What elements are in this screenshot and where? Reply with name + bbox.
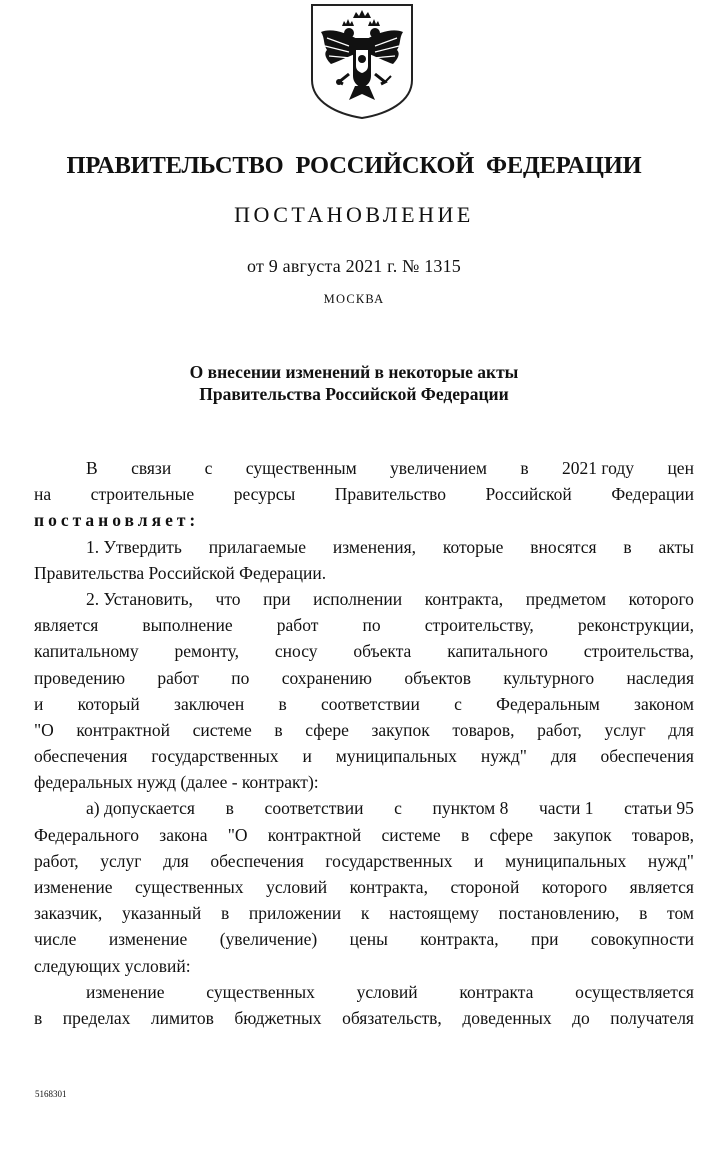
word: закона	[159, 824, 208, 845]
word: пределах	[62, 1007, 131, 1028]
word: соответствии	[264, 798, 364, 819]
text-line	[34, 822, 694, 848]
word: с	[394, 798, 402, 819]
word: соответствии	[321, 693, 420, 714]
word: получателя	[610, 1007, 694, 1028]
word: является	[34, 615, 99, 636]
word: том	[667, 903, 694, 924]
word: с	[454, 693, 462, 714]
word: реконструкции,	[577, 615, 694, 636]
word: работ	[157, 667, 199, 688]
word: акты	[658, 536, 694, 557]
word: совокупности	[590, 929, 694, 950]
text-line	[34, 455, 694, 481]
technical-number: 5168301	[35, 1089, 67, 1099]
word: обязательств,	[342, 1007, 442, 1028]
word: контракта,	[424, 588, 504, 609]
word: сфере	[489, 824, 534, 845]
text-line	[34, 638, 694, 664]
word: существенных	[206, 981, 315, 1002]
text-line: федеральных нужд (далее - контракт):	[34, 772, 319, 793]
word: и	[34, 693, 44, 714]
word: существенных	[135, 877, 244, 897]
subject-line: Правительства Российской Федерации	[199, 384, 509, 404]
text-line	[34, 926, 694, 952]
word: по	[231, 667, 250, 688]
text-line: Правительства Российской Федерации.	[34, 562, 327, 583]
word: Федерации	[611, 484, 694, 505]
word: которые	[442, 536, 504, 557]
word: постановлению,	[498, 903, 620, 924]
word: законом	[634, 693, 694, 714]
russian-coat-of-arms-icon	[309, 2, 415, 120]
word: что	[215, 588, 241, 609]
word: для	[668, 719, 694, 740]
resolves-keyword: постановляет:	[34, 510, 200, 531]
word: по	[362, 615, 381, 636]
word: увеличением	[390, 458, 487, 478]
word: системе	[381, 824, 441, 845]
word: нужд"	[480, 746, 527, 767]
word: ремонту,	[174, 641, 239, 662]
word: которого	[628, 588, 694, 609]
word: числе	[34, 929, 77, 950]
text-line	[34, 507, 694, 533]
word: лимитов	[150, 1007, 214, 1028]
word: строительства,	[583, 641, 694, 662]
word: для	[163, 850, 189, 871]
word: исполнении	[313, 588, 403, 609]
word: в	[34, 1007, 43, 1028]
word: строительные	[90, 484, 195, 505]
word: пунктом 8	[432, 798, 509, 819]
subject-line: О внесении изменений в некоторые акты	[189, 362, 519, 382]
word: связи	[131, 458, 172, 478]
word: в	[225, 798, 234, 819]
word: проведению	[34, 667, 126, 688]
word: объекта	[353, 641, 412, 662]
word: капитального	[447, 641, 548, 662]
word: с	[204, 458, 213, 478]
word: заказчик,	[34, 903, 103, 924]
word: обеспечения	[34, 746, 128, 767]
word: а) допускается	[86, 798, 195, 819]
word: изменение	[86, 981, 165, 1002]
word: 2021 году	[562, 458, 635, 478]
word: Правительство	[334, 484, 446, 505]
word: В	[86, 458, 98, 478]
text-line	[34, 979, 694, 1005]
document-body	[34, 455, 694, 1031]
word: предметом	[525, 588, 607, 609]
word: бюджетных	[234, 1007, 322, 1028]
text-line	[34, 795, 694, 821]
word: товаров,	[452, 719, 515, 740]
text-line	[34, 1005, 694, 1031]
word: работ,	[34, 850, 79, 871]
word: вносятся	[530, 536, 597, 557]
text-line	[34, 900, 694, 926]
word: к	[360, 903, 370, 924]
text-line	[34, 691, 694, 717]
word: 2. Установить,	[86, 588, 193, 609]
word: 1. Утвердить	[86, 536, 182, 557]
word: условий	[266, 877, 328, 897]
word: культурного	[503, 667, 595, 688]
word: цены	[349, 929, 388, 950]
document-date-number: от 9 августа 2021 г. № 1315	[247, 256, 461, 276]
document-city: МОСКВА	[323, 292, 385, 306]
word: при	[530, 929, 559, 950]
word: прилагаемые	[208, 536, 307, 557]
text-line	[34, 665, 694, 691]
word: Российской	[485, 484, 572, 505]
word: (увеличение)	[219, 929, 318, 950]
word: закупок	[371, 719, 430, 740]
word: муниципальных	[335, 746, 457, 767]
word: изменение	[108, 929, 188, 950]
word: закупок	[553, 824, 612, 845]
word: для	[550, 746, 577, 767]
text-line	[34, 586, 694, 612]
word: обеспечения	[210, 850, 304, 871]
text-line	[34, 481, 694, 507]
word: в	[639, 903, 648, 924]
text-line	[34, 874, 694, 900]
word: выполнение	[142, 615, 233, 636]
word: цен	[667, 458, 694, 478]
word: строительству,	[424, 615, 534, 636]
word: наследия	[626, 667, 694, 688]
word: капитальному	[34, 641, 139, 662]
word: в	[220, 903, 230, 924]
word: системе	[192, 719, 252, 740]
word: ресурсы	[233, 484, 296, 505]
word: муниципальных	[505, 850, 627, 871]
word: изменения,	[332, 536, 417, 557]
word: контракта,	[420, 929, 499, 950]
word: контракта	[459, 981, 534, 1002]
document-subject	[0, 361, 708, 405]
word: которого	[541, 877, 608, 897]
word: в	[274, 719, 283, 740]
word: Федеральным	[496, 693, 600, 714]
word: указанный	[121, 903, 202, 924]
word: в	[520, 458, 529, 478]
word: в	[623, 536, 632, 557]
text-line	[34, 743, 694, 769]
word: работ	[276, 615, 319, 636]
word: государственных	[151, 746, 279, 767]
word: является	[629, 877, 694, 897]
word: условий	[356, 981, 418, 1002]
text-line	[34, 848, 694, 874]
word: контрактной	[76, 719, 170, 740]
word: на	[34, 484, 52, 505]
word: осуществляется	[575, 981, 694, 1002]
word: услуг	[100, 850, 142, 871]
word: товаров,	[631, 824, 694, 845]
word: услуг	[604, 719, 646, 740]
word: статьи 95	[624, 798, 694, 819]
word: в	[460, 824, 470, 845]
word: части 1	[538, 798, 594, 819]
word: сфере	[305, 719, 349, 740]
word: при	[263, 588, 291, 609]
word: Федерального	[34, 824, 140, 845]
word: настоящему	[389, 903, 479, 924]
text-line: следующих условий:	[34, 955, 191, 976]
word: в	[278, 693, 287, 714]
text-line	[34, 534, 694, 560]
word: и	[302, 746, 312, 767]
word: стороной	[450, 877, 520, 897]
word: нужд"	[647, 850, 694, 871]
word: работ,	[537, 719, 582, 740]
word: "О	[34, 719, 54, 740]
word: и	[474, 850, 484, 871]
text-line	[34, 612, 694, 638]
government-title: ПРАВИТЕЛЬСТВО РОССИЙСКОЙ ФЕДЕРАЦИИ	[66, 152, 642, 179]
word: контракта,	[349, 877, 428, 897]
word: государственных	[325, 850, 453, 871]
word: до	[572, 1007, 590, 1028]
word: существенным	[245, 458, 357, 478]
word: объектов	[404, 667, 472, 688]
word: изменение	[34, 877, 113, 897]
word: заключен	[174, 693, 245, 714]
word: обеспечения	[600, 746, 694, 767]
word: который	[77, 693, 140, 714]
word: сохранению	[281, 667, 372, 688]
document-type: ПОСТАНОВЛЕНИЕ	[234, 202, 474, 227]
word: сносу	[274, 641, 318, 662]
word: контрактной	[267, 824, 362, 845]
word: приложении	[248, 903, 342, 924]
word: доведенных	[462, 1007, 552, 1028]
text-line	[34, 717, 694, 743]
word: "О	[227, 824, 248, 845]
